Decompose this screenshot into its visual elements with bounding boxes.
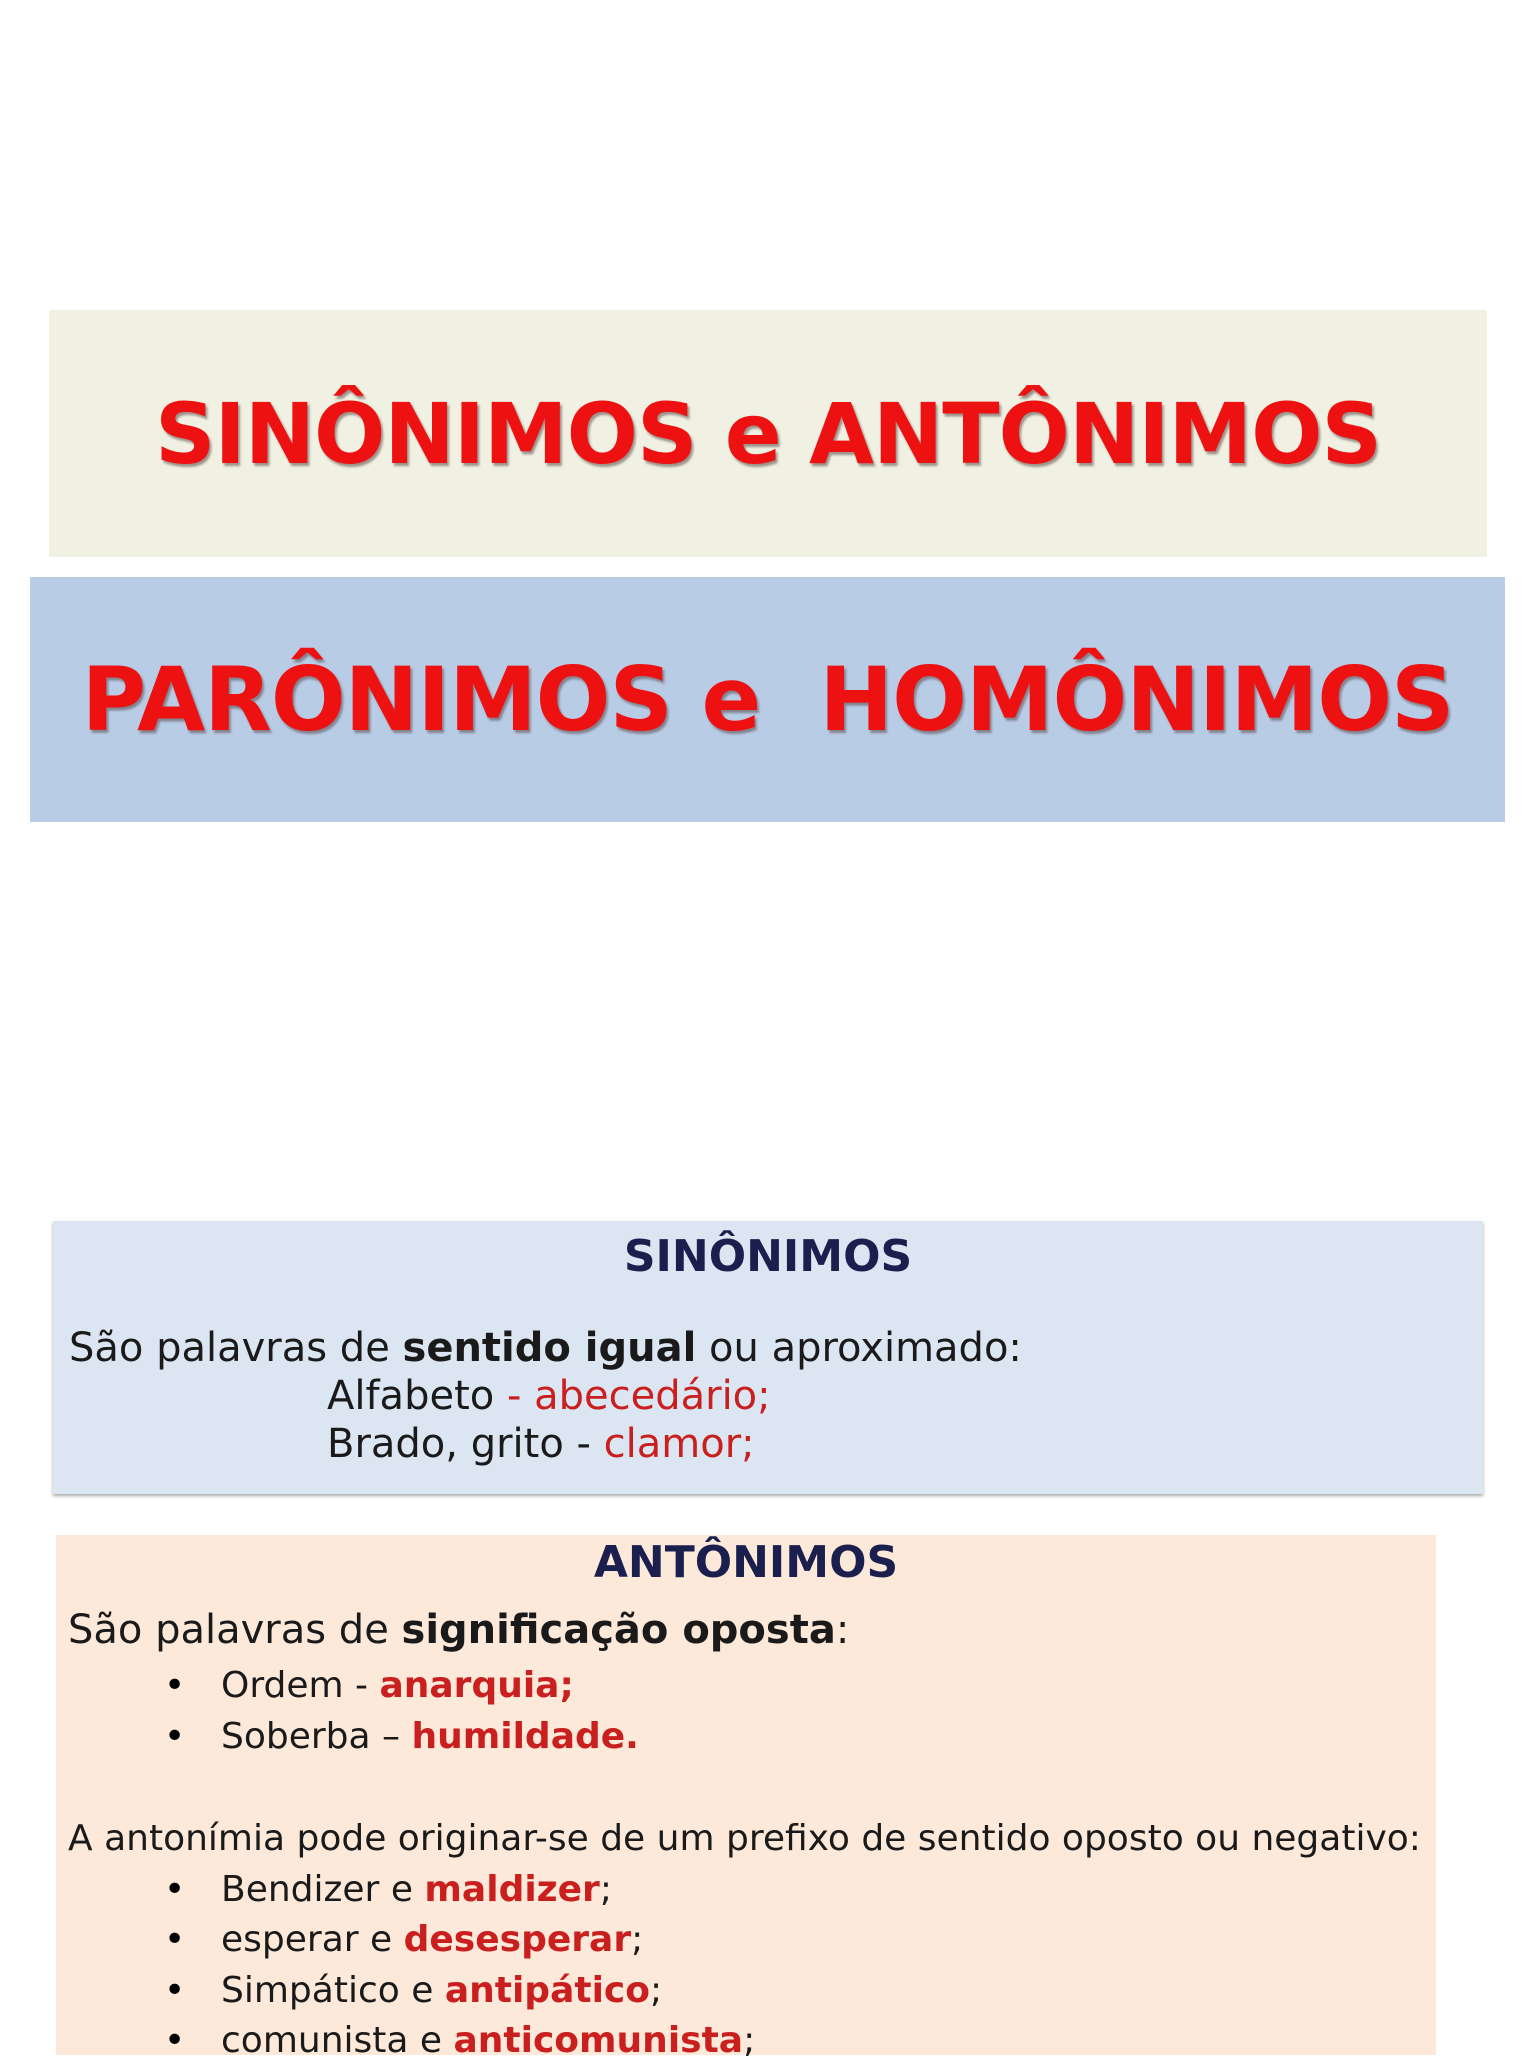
antonimos-example [221,1665,574,1706]
antonimos-heading: ANTÔNIMOS [593,1537,899,1588]
example-separator: e [399,1970,445,2011]
bullet-icon: • [164,1919,186,1960]
example-antonym: humildade. [411,1716,639,1757]
example-end: ; [631,1919,644,1960]
example-word: Simpático [221,1970,400,2011]
example-end: ; [743,2020,756,2061]
example-antonym: anarquia; [379,1665,574,1706]
example-separator: e [358,1919,404,1960]
definition-bold: significação oposta [401,1607,836,1653]
prefix-example [221,1869,612,1910]
example-word: Brado, grito [327,1421,564,1467]
example-word: Alfabeto [327,1373,495,1419]
example-separator: e [379,1869,425,1910]
example-word: comunista [221,2020,409,2061]
example-word: Ordem [221,1665,344,1706]
definition-text: São palavras de [69,1325,403,1371]
example-separator: - [563,1421,604,1467]
definition-bold: sentido igual [402,1325,697,1371]
example-end: ; [649,1970,663,2011]
example-word: Bendizer [221,1869,380,1910]
sinonimos-example [327,1373,771,1419]
example-separator: - [494,1373,535,1419]
sinonimos-box [53,1221,1483,1494]
example-antonym: maldizer [424,1869,600,1910]
example-synonym: abecedário; [534,1373,771,1419]
bullet-icon: • [164,1716,186,1757]
example-end: ; [599,1869,612,1910]
definition-text: São palavras de [68,1607,402,1653]
sinonimos-heading: SINÔNIMOS [623,1231,913,1282]
example-word: esperar [221,1919,359,1960]
definition-text-end: : [835,1607,850,1653]
example-word: Soberba [221,1716,371,1757]
prefix-note: A antonímia pode originar-se de um prefixo de sentido oposto ou negativo: [68,1818,1421,1859]
example-separator: – [370,1716,412,1757]
bullet-icon: • [164,2020,186,2061]
sinonimos-example [327,1421,755,1467]
bullet-icon: • [164,1970,186,2011]
example-antonym: antipático [444,1970,650,2011]
antonimos-definition [68,1607,849,1653]
bullet-icon: • [164,1665,186,1706]
definition-text-end: ou aproximado: [696,1325,1022,1371]
antonimos-example [221,1716,639,1757]
title-banner-bottom [30,577,1505,822]
prefix-example [221,1970,662,2011]
prefix-example [221,2020,755,2061]
example-antonym: desesperar [403,1919,632,1960]
bullet-icon: • [164,1869,186,1910]
example-synonym: clamor; [603,1421,755,1467]
title-paronimos-homonimos: PARÔNIMOS e HOMÔNIMOS [81,648,1454,751]
example-antonym: anticomunista [453,2020,744,2061]
antonimos-box [56,1535,1436,2061]
example-separator: e [408,2020,454,2061]
title-banner-top [49,310,1487,557]
example-separator: - [343,1665,380,1706]
prefix-example [221,1919,643,1960]
title-sinonimos-antonimos: SINÔNIMOS e ANTÔNIMOS [154,384,1382,483]
sinonimos-definition [69,1325,1022,1371]
